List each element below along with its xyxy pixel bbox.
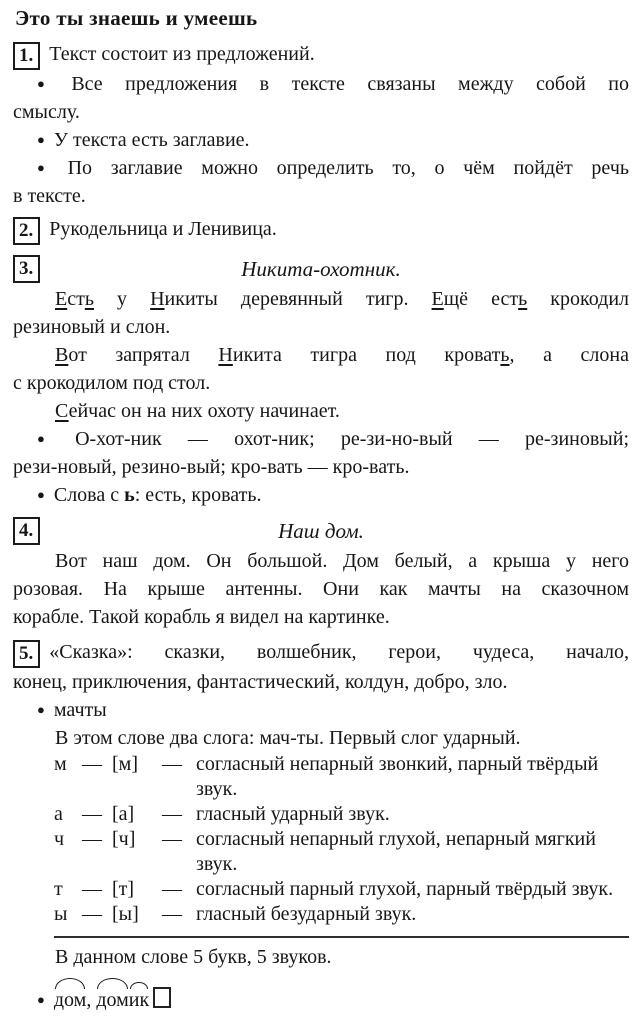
bullet-icon: ●: [37, 76, 63, 91]
bullet-line: в тексте.: [13, 185, 86, 207]
phonetic-row: [54, 877, 629, 902]
analyzed-word: мачты: [53, 699, 107, 721]
story-paragraph: [13, 341, 629, 397]
bullet-line: [13, 425, 629, 453]
story-title-row: [13, 516, 629, 546]
bullet-item: [13, 425, 629, 481]
bullet-line: [13, 70, 629, 98]
text-segment-u: В: [55, 344, 69, 366]
bullet-item: [13, 70, 629, 126]
text-segment: ейчас он на них охоту начинает.: [68, 400, 340, 422]
exercise-5-lead: [13, 638, 629, 696]
separator-line: [54, 936, 629, 938]
text-segment: , а слона: [509, 344, 629, 366]
paragraph-line: корабле. Такой корабль я видел на картинке.: [13, 606, 390, 628]
bullet-item: [13, 696, 629, 724]
dash: —: [162, 903, 182, 925]
dash: —: [82, 878, 102, 900]
phonetic-description: гласный ударный звук.: [196, 803, 390, 825]
phonetic-sound: [ы]: [112, 903, 139, 925]
exercise-number-box: 4.: [13, 517, 40, 545]
exercise-3: [13, 254, 629, 509]
phonetic-row: [54, 752, 629, 802]
bullet-icon: ●: [37, 992, 45, 1007]
exercise-number-box: 2.: [13, 217, 40, 245]
text-segment: икиты деревянный тигр.: [164, 288, 432, 310]
text-segment-u: ь: [500, 344, 510, 366]
exercise-5: [13, 638, 629, 1014]
lead-text: «Сказка»: сказки, волшебник, герои, чудеса, начало,: [49, 641, 629, 663]
story-paragraph: [13, 547, 629, 631]
phonetic-letter: м: [54, 753, 67, 775]
dash: —: [82, 828, 102, 850]
story-paragraph: [13, 285, 629, 341]
dash: —: [82, 753, 102, 775]
dash: —: [162, 803, 182, 825]
exercise-number-box: 1.: [13, 42, 40, 70]
bullet-icon: ●: [37, 431, 67, 446]
phonetic-letter: а: [54, 803, 63, 825]
text-segment-u: Н: [150, 288, 165, 310]
text-segment: Слова с: [53, 484, 125, 506]
bullet-text: Все предложения в тексте связаны между собой по: [71, 73, 629, 95]
dash: —: [162, 828, 182, 850]
exercise-2: [13, 215, 629, 245]
text-segment-root: дом: [96, 989, 129, 1011]
lead-line: [13, 638, 629, 668]
lead-line: конец, приключения, фантастический, колдун, добро, зло.: [13, 671, 508, 693]
phonetic-sound: [м]: [112, 753, 138, 775]
bullet-line: смыслу.: [13, 101, 80, 123]
text-segment-root: дом: [53, 989, 87, 1011]
text-segment-u: Е: [55, 288, 68, 310]
morpheme-words: [54, 989, 171, 1011]
text-segment-u: ь: [84, 288, 94, 310]
text-segment: крокодил: [527, 288, 629, 310]
text-segment-b: ь: [124, 484, 135, 506]
bullet-line: [13, 154, 629, 182]
bullet-item: [13, 154, 629, 210]
bullet-line: [13, 126, 629, 154]
exercise-number-box: 3.: [13, 255, 40, 283]
summary-line: В данном слове 5 букв, 5 звуков.: [55, 946, 332, 968]
paragraph-line: резиновый и слон.: [13, 316, 171, 338]
exercise-1-lead: [13, 40, 629, 70]
bullet-text: У текста есть заглавие.: [53, 129, 250, 151]
dash: —: [162, 753, 182, 775]
exercise-1: [13, 40, 629, 210]
bullet-item: [13, 126, 629, 154]
morpheme-analysis: [13, 971, 629, 1014]
phonetic-sound: [а]: [112, 803, 135, 825]
text-segment: у: [93, 288, 151, 310]
paragraph-line: Вот наш дом. Он большой. Дом белый, а крыша у него: [55, 550, 629, 572]
exercise-number-box: 5.: [13, 640, 40, 668]
text-segment: щё ест: [443, 288, 519, 310]
phonetic-letter: ы: [54, 903, 68, 925]
text-segment-u: Н: [218, 344, 233, 366]
dash: —: [82, 903, 102, 925]
paragraph-line: [13, 341, 629, 369]
paragraph-line: [13, 397, 629, 425]
dash: —: [162, 878, 182, 900]
text-segment-u: С: [55, 400, 69, 422]
story-title: Никита-охотник.: [241, 257, 401, 281]
lead-text: Рукодельница и Ленивица.: [49, 218, 277, 240]
exercise-2-lead: [13, 215, 629, 245]
paragraph-line: розовая. На крыше антенны. Они как мачты на сказочном: [13, 578, 629, 600]
phonetic-sound: [ч]: [112, 828, 136, 850]
bullet-icon: ●: [37, 132, 45, 147]
phonetic-analysis: [54, 752, 629, 927]
phonetic-row: [54, 902, 629, 927]
text-segment-u: ь: [518, 288, 528, 310]
bullet-icon: ●: [37, 160, 59, 175]
bullet-line: рези-новый, резино-вый; кро-вать — кро-вать.: [13, 456, 410, 478]
paragraph-line: с крокодилом под стол.: [13, 372, 211, 394]
phonetic-letter: т: [54, 878, 63, 900]
dash: —: [82, 803, 102, 825]
lead-text: Текст состоит из предложений.: [49, 43, 315, 65]
text-segment-suffix: ик: [128, 989, 150, 1011]
phonetic-description: гласный безударный звук.: [196, 903, 417, 925]
phonetic-sound: [т]: [112, 878, 135, 900]
story-title: Наш дом.: [278, 519, 364, 543]
bullet-line: [13, 696, 629, 724]
bullet-text: [54, 484, 262, 506]
paragraph-line: [13, 285, 629, 313]
text-segment-u: Е: [431, 288, 444, 310]
story-paragraph: [13, 397, 629, 425]
phonetic-description: согласный непарный звонкий, парный твёрдый звук.: [196, 753, 599, 800]
phonetic-description: согласный непарный глухой, непарный мягкий звук.: [196, 828, 596, 875]
text-segment: : есть, кровать.: [134, 484, 262, 506]
bullet-icon: ●: [37, 702, 45, 717]
phonetic-row: [54, 827, 629, 877]
bullet-text: По заглавие можно определить то, о чём пойдёт речь: [67, 157, 629, 179]
text-segment: икита тигра под кроват: [232, 344, 501, 366]
text-segment: от запрятал: [68, 344, 219, 366]
exercise-4: [13, 516, 629, 631]
phonetic-letter: ч: [54, 828, 65, 850]
syllable-line: В этом слове два слога: мач-ты. Первый слог ударный.: [55, 727, 521, 749]
bullet-line: [13, 481, 629, 509]
story-title-row: [13, 254, 629, 284]
bullet-item: [13, 481, 629, 509]
page-title: Это ты знаешь и умеешь: [15, 6, 258, 30]
phonetic-row: [54, 802, 629, 827]
text-segment: ст: [67, 288, 85, 310]
phonetic-description: согласный парный глухой, парный твёрдый звук.: [196, 878, 614, 900]
bullet-icon: ●: [37, 487, 45, 502]
bullet-text: О-хот-ник — охот-ник; ре-зи-но-вый — ре-зиновый;: [75, 428, 629, 450]
text-segment-endbox: [153, 987, 171, 1008]
text-segment: ,: [86, 989, 97, 1011]
